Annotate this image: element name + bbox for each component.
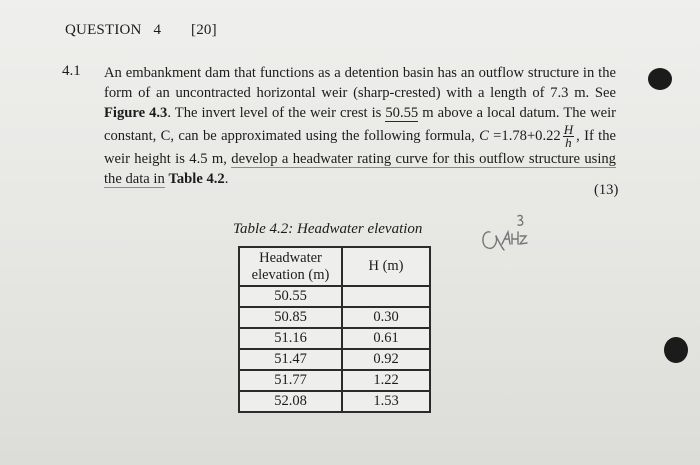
cell-elevation: 51.16: [239, 328, 342, 349]
table-row: [239, 349, 430, 370]
formula-lhs: C: [479, 127, 489, 144]
item-number: 4.1: [62, 63, 81, 79]
cell-h: 1.22: [342, 370, 430, 391]
table-row: [239, 328, 430, 349]
binder-ring-icon: [648, 68, 672, 90]
formula-numerator: H: [563, 121, 574, 137]
table-reference: Table 4.2: [168, 170, 225, 187]
headwater-table: [238, 246, 431, 413]
table-header-row: [239, 247, 430, 286]
text-part-1: An embankment dam that functions as a detention basin has an outflow structure in the form of an uncontracted horizontal weir (sharp-crested) with a length of 7.3 m. See: [104, 65, 616, 102]
text-part-5: develop a headwater rating curve for this outflow structure using the data in: [104, 150, 616, 187]
text-part-4: , If the weir height is 4.5 m,: [104, 127, 616, 167]
cell-h: 0.30: [342, 307, 430, 328]
table-caption: Table 4.2: Headwater elevation: [233, 221, 423, 237]
figure-reference: Figure 4.3: [104, 105, 168, 122]
handwritten-note-icon: [478, 210, 548, 260]
text-part-3: m above a local datum. The weir constant, C, can be approximated using the following formula,: [104, 105, 616, 144]
crest-level: 50.55: [385, 105, 419, 122]
cell-elevation: 51.77: [239, 370, 342, 391]
question-text: [104, 63, 616, 189]
cell-elevation: 50.55: [239, 286, 342, 307]
text-part-2: . The invert level of the weir crest is: [167, 105, 386, 122]
table-row: [239, 391, 430, 412]
table-row: [239, 286, 430, 307]
header-h: H (m): [342, 247, 430, 286]
text-part-6: .: [224, 170, 229, 187]
cell-elevation: 52.08: [239, 391, 342, 412]
formula-denominator: h: [565, 134, 572, 150]
table-row: [239, 370, 430, 391]
item-marks: (13): [594, 182, 619, 198]
cell-h: 0.92: [342, 349, 430, 370]
cell-h: 1.53: [342, 391, 430, 412]
cell-elevation: 51.47: [239, 349, 342, 370]
question-label: QUESTION 4: [65, 22, 162, 38]
binder-ring-icon: [664, 337, 688, 363]
header-headwater: Headwater elevation (m): [239, 247, 342, 286]
table-row: [239, 307, 430, 328]
formula-fraction: [563, 121, 574, 150]
cell-h: [342, 286, 430, 307]
cell-elevation: 50.85: [239, 307, 342, 328]
formula-mid: =1.78+0.22: [488, 127, 561, 144]
cell-h: 0.61: [342, 328, 430, 349]
question-marks: [20]: [191, 22, 217, 38]
